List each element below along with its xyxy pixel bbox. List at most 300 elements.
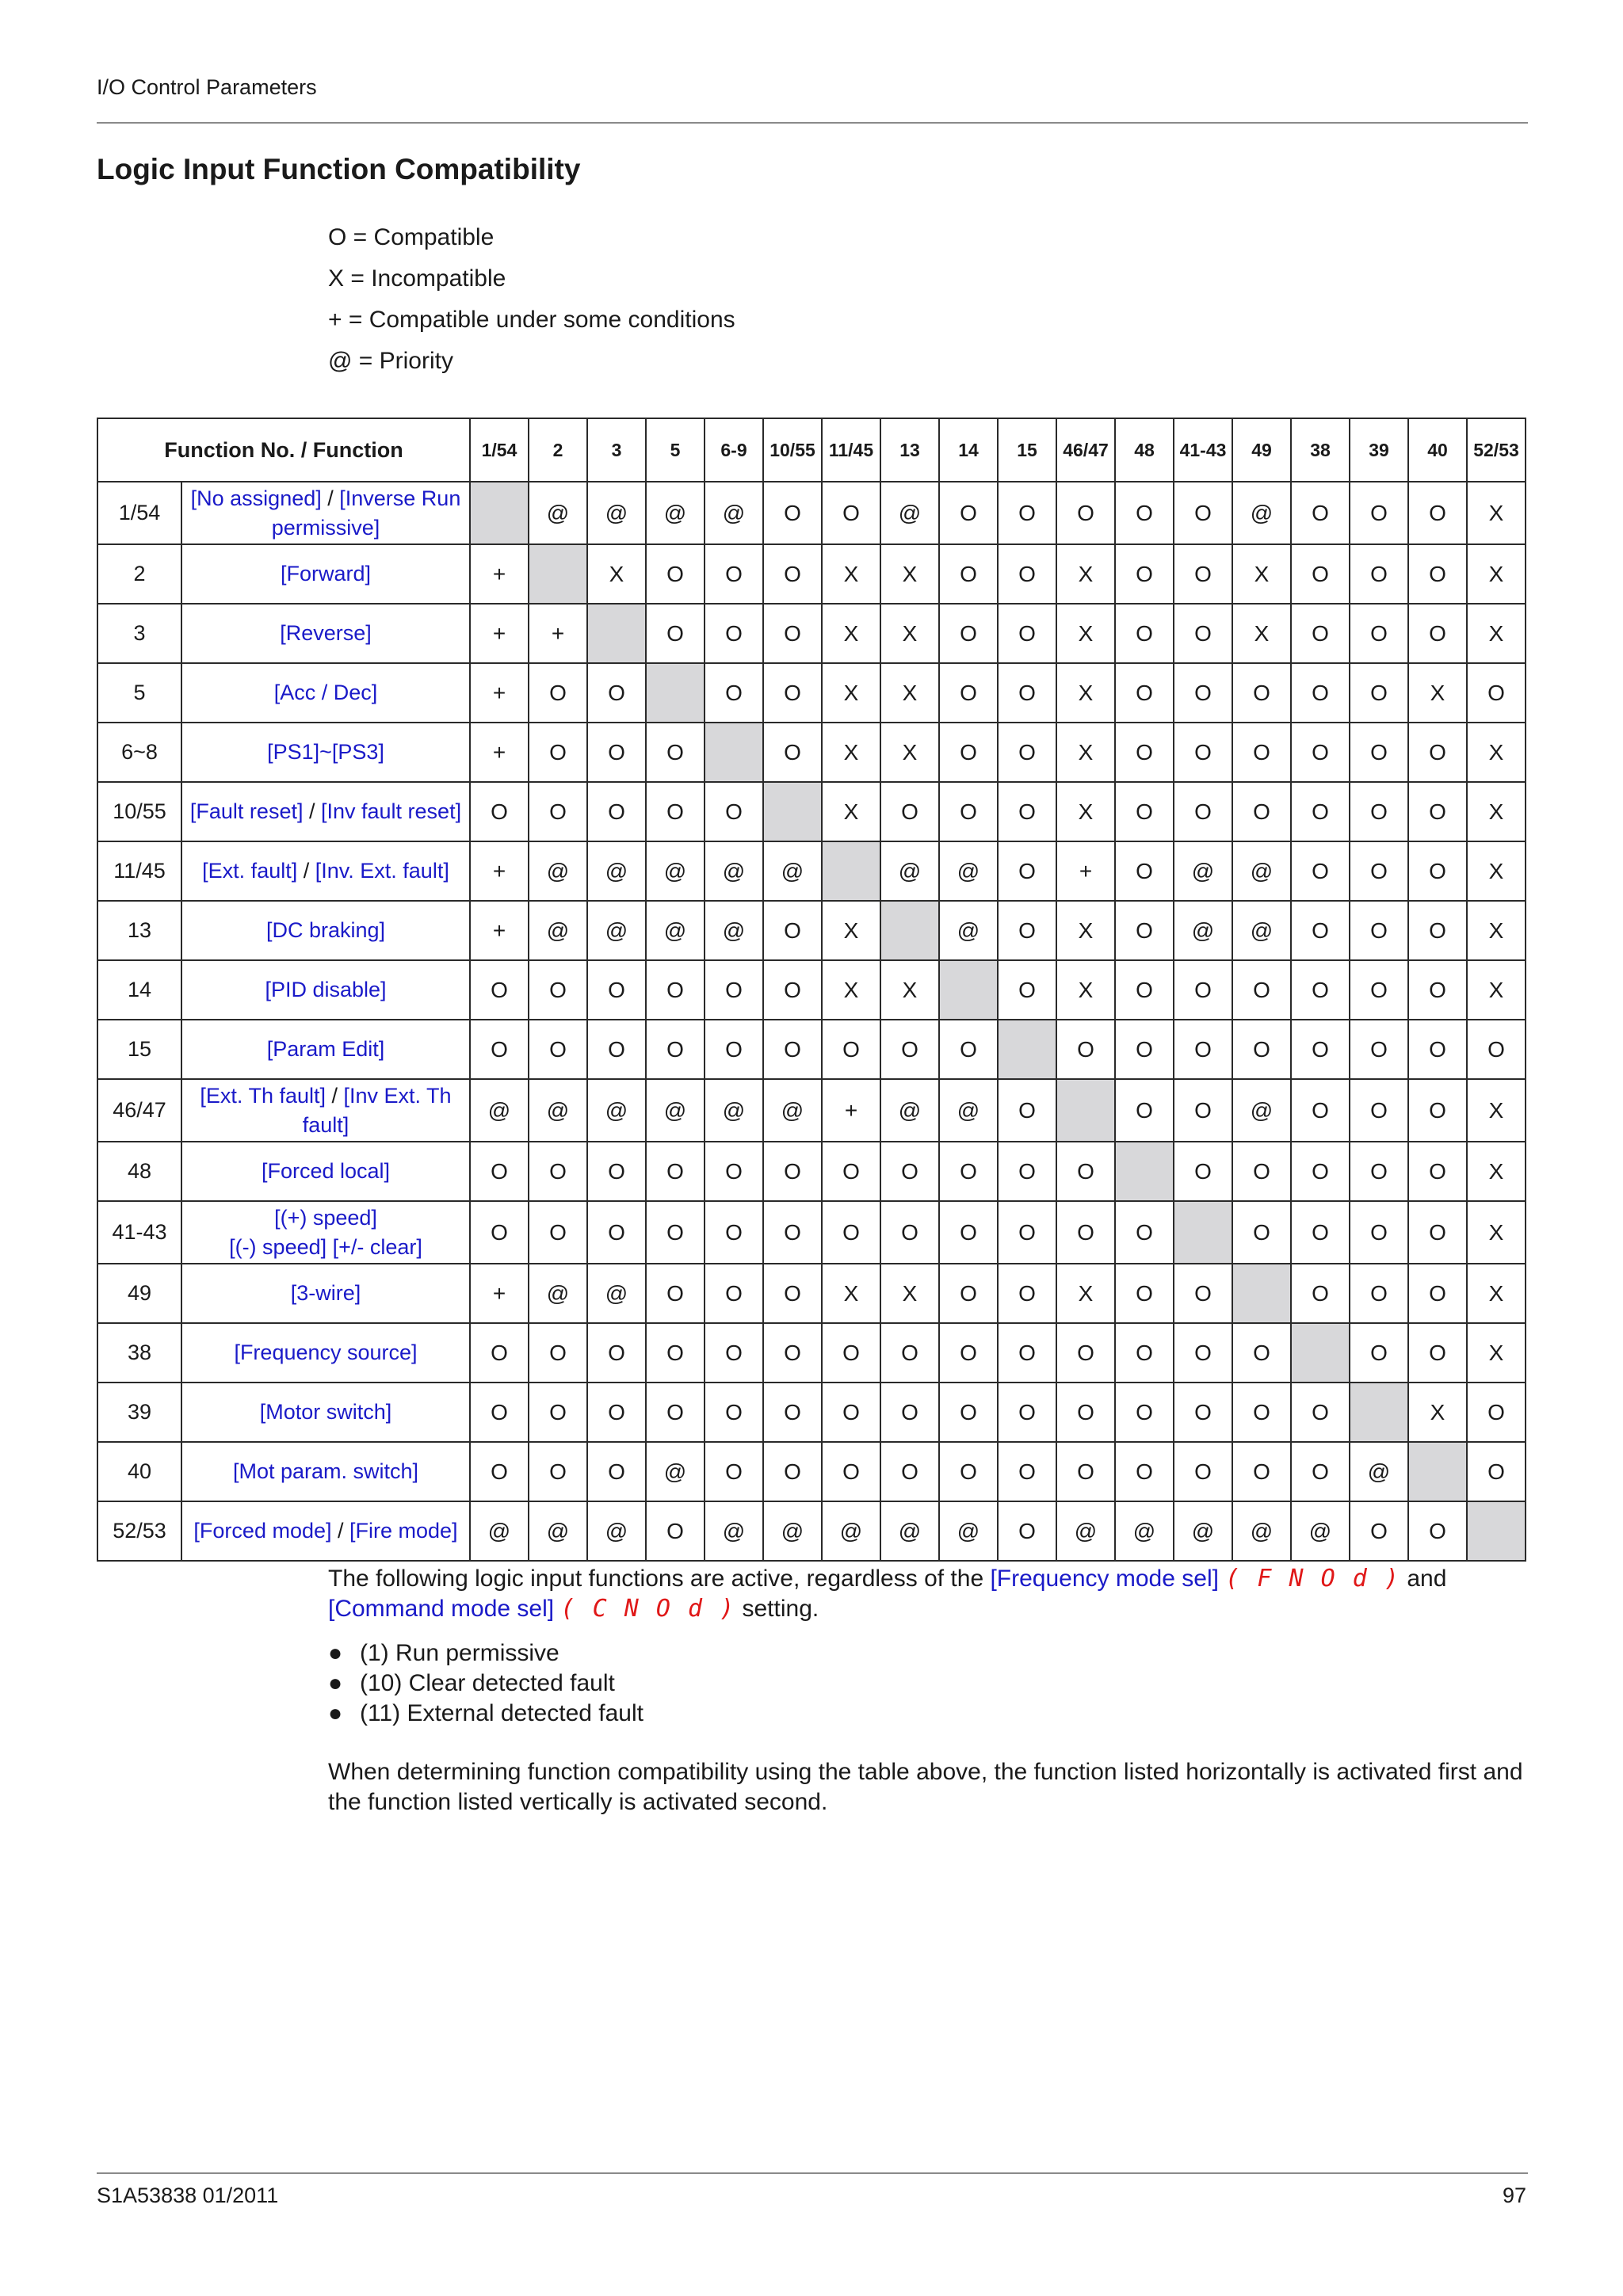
compat-cell: @ bbox=[1350, 1442, 1408, 1501]
compat-cell: O bbox=[1115, 1383, 1174, 1442]
compat-cell: @ bbox=[1232, 482, 1291, 544]
column-header-52/53: 52/53 bbox=[1467, 418, 1526, 482]
running-header: I/O Control Parameters bbox=[97, 75, 317, 99]
compat-cell: O bbox=[880, 782, 939, 841]
compat-cell: O bbox=[939, 1383, 998, 1442]
compat-cell: O bbox=[646, 604, 705, 663]
compat-cell: O bbox=[705, 1383, 763, 1442]
compat-cell: O bbox=[646, 1501, 705, 1561]
column-header-6-9: 6-9 bbox=[705, 418, 763, 482]
table-row bbox=[97, 1323, 1526, 1383]
function-link[interactable]: [(+) speed] bbox=[274, 1205, 377, 1230]
compat-cell: O bbox=[939, 663, 998, 723]
compat-cell: O bbox=[1174, 1442, 1232, 1501]
table-row bbox=[97, 1501, 1526, 1561]
compat-cell: O bbox=[1056, 482, 1115, 544]
table-row bbox=[97, 1383, 1526, 1442]
legend-item-compatible: O = Compatible bbox=[328, 224, 495, 250]
compat-cell: @ bbox=[939, 1501, 998, 1561]
diagonal-cell bbox=[1115, 1142, 1174, 1201]
compat-cell: O bbox=[529, 960, 587, 1020]
compat-cell: O bbox=[1350, 1020, 1408, 1079]
compat-cell: @ bbox=[529, 1264, 587, 1323]
diagonal-cell bbox=[939, 960, 998, 1020]
compat-cell: + bbox=[470, 723, 529, 782]
function-link[interactable]: [Acc / Dec] bbox=[273, 681, 378, 704]
function-link[interactable]: [Forced mode] bbox=[193, 1519, 332, 1543]
list-item-text: (10) Clear detected fault bbox=[360, 1670, 615, 1696]
compat-cell: @ bbox=[587, 1079, 646, 1142]
compat-cell: O bbox=[1115, 663, 1174, 723]
compat-cell: O bbox=[470, 782, 529, 841]
compat-cell: X bbox=[1056, 782, 1115, 841]
compat-cell: X bbox=[880, 604, 939, 663]
compat-cell: X bbox=[1056, 604, 1115, 663]
compat-cell: @ bbox=[1291, 1501, 1350, 1561]
function-link[interactable]: [DC braking] bbox=[265, 918, 386, 942]
function-link[interactable]: [3-wire] bbox=[290, 1281, 361, 1305]
function-link[interactable]: [Inv. Ext. fault] bbox=[315, 859, 449, 883]
function-link[interactable]: [Frequency source] bbox=[234, 1341, 418, 1364]
compat-cell: O bbox=[939, 1264, 998, 1323]
function-name bbox=[181, 1442, 470, 1501]
column-header-15: 15 bbox=[998, 418, 1056, 482]
compat-cell: X bbox=[822, 604, 880, 663]
table-row bbox=[97, 1142, 1526, 1201]
note-paragraph-2: When determining function compatibility using the table above, the function listed horizontally is activated first and the function listed vertically is activated second. bbox=[328, 1759, 1523, 1815]
fmod-code: ( F N O d ) bbox=[1225, 1565, 1400, 1592]
function-name bbox=[181, 782, 470, 841]
compat-cell: O bbox=[880, 1020, 939, 1079]
function-link[interactable]: [PID disable] bbox=[265, 978, 387, 1001]
compat-cell: X bbox=[1467, 1079, 1526, 1142]
compat-cell: O bbox=[763, 1264, 822, 1323]
table-row bbox=[97, 604, 1526, 663]
compat-cell: O bbox=[1291, 960, 1350, 1020]
compat-cell: O bbox=[470, 1142, 529, 1201]
compat-cell: @ bbox=[646, 1079, 705, 1142]
compat-cell: O bbox=[1408, 604, 1467, 663]
function-name bbox=[181, 1383, 470, 1442]
compat-cell: O bbox=[529, 782, 587, 841]
compat-cell: O bbox=[1408, 841, 1467, 901]
compat-cell: X bbox=[1056, 723, 1115, 782]
compat-cell: O bbox=[1232, 782, 1291, 841]
compat-cell: @ bbox=[939, 901, 998, 960]
function-name bbox=[181, 544, 470, 604]
diagonal-cell bbox=[1467, 1501, 1526, 1561]
compat-cell: O bbox=[1056, 1020, 1115, 1079]
compat-cell: O bbox=[587, 723, 646, 782]
compat-cell: X bbox=[1467, 901, 1526, 960]
compat-cell: O bbox=[939, 1201, 998, 1264]
compat-cell: O bbox=[1291, 604, 1350, 663]
function-link[interactable]: [(-) speed] [+/- clear] bbox=[229, 1234, 422, 1259]
compat-cell: O bbox=[705, 663, 763, 723]
compat-cell: O bbox=[1408, 1142, 1467, 1201]
compat-cell: O bbox=[1350, 782, 1408, 841]
table-row bbox=[97, 1020, 1526, 1079]
compat-cell: O bbox=[1232, 1201, 1291, 1264]
compat-cell: O bbox=[529, 663, 587, 723]
compat-cell: @ bbox=[646, 1442, 705, 1501]
compat-cell: O bbox=[705, 1142, 763, 1201]
compat-cell: O bbox=[705, 604, 763, 663]
compat-cell: O bbox=[587, 1323, 646, 1383]
function-name bbox=[181, 1264, 470, 1323]
compat-cell: O bbox=[1467, 1020, 1526, 1079]
compat-cell: O bbox=[998, 604, 1056, 663]
compat-cell: O bbox=[763, 1383, 822, 1442]
compat-cell: O bbox=[1350, 1323, 1408, 1383]
function-number: 49 bbox=[97, 1264, 181, 1323]
compat-cell: O bbox=[529, 1142, 587, 1201]
diagonal-cell bbox=[880, 901, 939, 960]
compat-cell: O bbox=[998, 663, 1056, 723]
legend-item-incompatible: X = Incompatible bbox=[328, 265, 506, 292]
compat-cell: O bbox=[1408, 1020, 1467, 1079]
function-link[interactable]: [No assigned] bbox=[190, 486, 322, 510]
compat-cell: O bbox=[939, 782, 998, 841]
compat-cell: O bbox=[998, 1383, 1056, 1442]
function-number: 6~8 bbox=[97, 723, 181, 782]
list-item bbox=[328, 1638, 643, 1669]
compat-cell: @ bbox=[1174, 901, 1232, 960]
column-header-1/54: 1/54 bbox=[470, 418, 529, 482]
compat-cell: @ bbox=[880, 482, 939, 544]
compat-cell: O bbox=[1291, 782, 1350, 841]
compat-cell: O bbox=[1350, 1201, 1408, 1264]
legend bbox=[328, 217, 735, 382]
compat-cell: + bbox=[470, 604, 529, 663]
function-name bbox=[181, 723, 470, 782]
compat-cell: O bbox=[646, 1201, 705, 1264]
compat-cell: @ bbox=[1174, 841, 1232, 901]
column-header-40: 40 bbox=[1408, 418, 1467, 482]
compat-cell: + bbox=[470, 901, 529, 960]
compat-cell: O bbox=[529, 1442, 587, 1501]
compat-cell: O bbox=[998, 1201, 1056, 1264]
compat-cell: O bbox=[763, 1020, 822, 1079]
function-link[interactable]: [Reverse] bbox=[280, 621, 372, 645]
function-number: 40 bbox=[97, 1442, 181, 1501]
compat-cell: @ bbox=[822, 1501, 880, 1561]
bullet-icon: ● bbox=[328, 1700, 343, 1726]
function-link[interactable]: [Inv Ext. Th fault] bbox=[302, 1083, 452, 1137]
compat-cell: O bbox=[998, 544, 1056, 604]
function-link[interactable]: [PS1]~[PS3] bbox=[267, 740, 384, 764]
column-header-13: 13 bbox=[880, 418, 939, 482]
compat-cell: O bbox=[763, 604, 822, 663]
compat-cell: O bbox=[763, 482, 822, 544]
compat-cell: X bbox=[1056, 960, 1115, 1020]
column-header-38: 38 bbox=[1291, 418, 1350, 482]
function-name bbox=[181, 1142, 470, 1201]
function-name bbox=[181, 1201, 470, 1264]
compat-cell: O bbox=[470, 1201, 529, 1264]
compat-cell: X bbox=[880, 1264, 939, 1323]
compat-cell: O bbox=[1174, 604, 1232, 663]
compat-cell: O bbox=[1174, 544, 1232, 604]
function-number: 3 bbox=[97, 604, 181, 663]
compat-cell: X bbox=[822, 901, 880, 960]
diagonal-cell bbox=[763, 782, 822, 841]
compat-cell: O bbox=[822, 1020, 880, 1079]
compat-cell: O bbox=[646, 1323, 705, 1383]
compat-cell: O bbox=[939, 604, 998, 663]
compat-cell: O bbox=[1232, 1020, 1291, 1079]
function-link[interactable]: [Forward] bbox=[280, 562, 372, 585]
compat-cell: @ bbox=[705, 1501, 763, 1561]
frequency-mode-sel-link[interactable]: [Frequency mode sel] bbox=[990, 1566, 1219, 1592]
function-number: 39 bbox=[97, 1383, 181, 1442]
compat-cell: O bbox=[1291, 1020, 1350, 1079]
compat-cell: X bbox=[822, 1264, 880, 1323]
diagonal-cell bbox=[1174, 1201, 1232, 1264]
compat-cell: O bbox=[822, 1383, 880, 1442]
compat-cell: O bbox=[1467, 1383, 1526, 1442]
compat-cell: O bbox=[1291, 1383, 1350, 1442]
compat-cell: O bbox=[646, 1142, 705, 1201]
compat-cell: O bbox=[1350, 604, 1408, 663]
compat-cell: X bbox=[880, 960, 939, 1020]
compat-cell: O bbox=[1174, 1142, 1232, 1201]
function-number: 13 bbox=[97, 901, 181, 960]
function-link[interactable]: [Motor switch] bbox=[259, 1400, 392, 1424]
compat-cell: O bbox=[763, 663, 822, 723]
compat-cell: O bbox=[763, 1323, 822, 1383]
compat-cell: @ bbox=[529, 482, 587, 544]
compat-cell: X bbox=[1467, 960, 1526, 1020]
table-corner-header: Function No. / Function bbox=[97, 418, 470, 482]
function-link[interactable]: [Mot param. switch] bbox=[232, 1459, 419, 1483]
compat-cell: X bbox=[1056, 663, 1115, 723]
function-number: 10/55 bbox=[97, 782, 181, 841]
compat-cell: O bbox=[763, 960, 822, 1020]
diagonal-cell bbox=[646, 663, 705, 723]
compat-cell: X bbox=[1408, 663, 1467, 723]
compat-cell: @ bbox=[587, 1501, 646, 1561]
compat-cell: O bbox=[1115, 1201, 1174, 1264]
compat-cell: O bbox=[1408, 723, 1467, 782]
compat-cell: O bbox=[1174, 482, 1232, 544]
separator: / bbox=[331, 1519, 350, 1543]
compat-cell: O bbox=[998, 901, 1056, 960]
compat-cell: O bbox=[1350, 841, 1408, 901]
compat-cell: X bbox=[880, 723, 939, 782]
compat-cell: O bbox=[646, 723, 705, 782]
compat-cell: @ bbox=[587, 901, 646, 960]
compat-cell: O bbox=[998, 1264, 1056, 1323]
compat-cell: O bbox=[1350, 960, 1408, 1020]
compat-cell: O bbox=[1291, 841, 1350, 901]
compat-cell: O bbox=[1115, 1020, 1174, 1079]
bullet-icon: ● bbox=[328, 1640, 343, 1666]
compat-cell: O bbox=[1291, 1142, 1350, 1201]
function-number: 52/53 bbox=[97, 1501, 181, 1561]
list-item bbox=[328, 1669, 643, 1699]
compat-cell: @ bbox=[1232, 1501, 1291, 1561]
function-link[interactable]: [Inv fault reset] bbox=[320, 799, 462, 823]
compat-cell: @ bbox=[529, 1079, 587, 1142]
compat-cell: X bbox=[1467, 782, 1526, 841]
function-link[interactable]: [Param Edit] bbox=[266, 1037, 385, 1061]
function-name bbox=[181, 663, 470, 723]
command-mode-sel-link[interactable]: [Command mode sel] bbox=[328, 1596, 555, 1622]
function-link[interactable]: [Forced local] bbox=[261, 1159, 391, 1183]
diagonal-cell bbox=[822, 841, 880, 901]
compat-cell: @ bbox=[587, 1264, 646, 1323]
compat-cell: O bbox=[998, 1142, 1056, 1201]
compat-cell: @ bbox=[705, 482, 763, 544]
compat-cell: O bbox=[1291, 1201, 1350, 1264]
compat-cell: @ bbox=[529, 1501, 587, 1561]
function-link[interactable]: [Ext. Th fault] bbox=[200, 1083, 326, 1108]
compat-cell: O bbox=[1291, 723, 1350, 782]
compat-cell: O bbox=[1408, 1079, 1467, 1142]
compat-cell: O bbox=[763, 1201, 822, 1264]
compat-cell: @ bbox=[763, 841, 822, 901]
compat-cell: O bbox=[1232, 960, 1291, 1020]
compat-cell: O bbox=[1350, 1264, 1408, 1323]
function-link[interactable]: [Ext. fault] bbox=[202, 859, 298, 883]
compat-cell: O bbox=[1408, 1323, 1467, 1383]
compat-cell: X bbox=[822, 960, 880, 1020]
diagonal-cell bbox=[705, 723, 763, 782]
compat-cell: O bbox=[998, 841, 1056, 901]
compat-cell: X bbox=[1467, 841, 1526, 901]
function-link[interactable]: [Fault reset] bbox=[189, 799, 304, 823]
compat-cell: + bbox=[470, 663, 529, 723]
column-header-49: 49 bbox=[1232, 418, 1291, 482]
function-number: 48 bbox=[97, 1142, 181, 1201]
compat-cell: O bbox=[1232, 1142, 1291, 1201]
compat-cell: @ bbox=[470, 1079, 529, 1142]
compat-cell: O bbox=[998, 960, 1056, 1020]
compat-cell: @ bbox=[470, 1501, 529, 1561]
compat-cell: O bbox=[1115, 782, 1174, 841]
compat-cell: O bbox=[1350, 482, 1408, 544]
compat-cell: O bbox=[529, 1323, 587, 1383]
compat-cell: O bbox=[1350, 1142, 1408, 1201]
compat-cell: X bbox=[1467, 723, 1526, 782]
list-item-text: (11) External detected fault bbox=[360, 1700, 643, 1726]
compat-cell: O bbox=[587, 1201, 646, 1264]
compat-cell: O bbox=[1291, 1079, 1350, 1142]
compat-cell: O bbox=[1408, 1501, 1467, 1561]
footer-doc-id: S1A53838 01/2011 bbox=[97, 2183, 279, 2207]
compat-cell: O bbox=[587, 1020, 646, 1079]
table-row bbox=[97, 960, 1526, 1020]
header-rule bbox=[97, 122, 1528, 124]
compat-cell: O bbox=[705, 1323, 763, 1383]
compat-cell: O bbox=[1350, 901, 1408, 960]
compat-cell: @ bbox=[1056, 1501, 1115, 1561]
function-link[interactable]: [Inverse Run permissive] bbox=[271, 486, 461, 540]
compatibility-table bbox=[97, 418, 1526, 1562]
compat-cell: @ bbox=[587, 482, 646, 544]
compat-cell: O bbox=[646, 1383, 705, 1442]
compat-cell: O bbox=[646, 1264, 705, 1323]
compat-cell: + bbox=[470, 1264, 529, 1323]
compat-cell: @ bbox=[763, 1079, 822, 1142]
compat-cell: O bbox=[1232, 1383, 1291, 1442]
function-number: 5 bbox=[97, 663, 181, 723]
function-number: 41-43 bbox=[97, 1201, 181, 1264]
compat-cell: X bbox=[1232, 604, 1291, 663]
compat-cell: @ bbox=[939, 841, 998, 901]
table-header-row bbox=[97, 418, 1526, 482]
compat-cell: O bbox=[587, 1383, 646, 1442]
compat-cell: O bbox=[1115, 723, 1174, 782]
compat-cell: @ bbox=[529, 841, 587, 901]
function-number: 15 bbox=[97, 1020, 181, 1079]
compat-cell: X bbox=[1467, 1201, 1526, 1264]
legend-item-conditional: + = Compatible under some conditions bbox=[328, 307, 735, 333]
compat-cell: O bbox=[529, 1020, 587, 1079]
compat-cell: O bbox=[822, 1442, 880, 1501]
compat-cell: @ bbox=[646, 841, 705, 901]
compat-cell: + bbox=[1056, 841, 1115, 901]
compat-cell: X bbox=[1056, 544, 1115, 604]
column-header-48: 48 bbox=[1115, 418, 1174, 482]
compat-cell: O bbox=[880, 1323, 939, 1383]
compat-cell: O bbox=[470, 1383, 529, 1442]
compat-cell: O bbox=[822, 1323, 880, 1383]
compat-cell: O bbox=[998, 482, 1056, 544]
compat-cell: O bbox=[1174, 960, 1232, 1020]
table-row bbox=[97, 1264, 1526, 1323]
compat-cell: O bbox=[1467, 663, 1526, 723]
page-title: Logic Input Function Compatibility bbox=[97, 153, 581, 185]
compat-cell: O bbox=[763, 723, 822, 782]
column-header-46/47: 46/47 bbox=[1056, 418, 1115, 482]
compat-cell: @ bbox=[587, 841, 646, 901]
separator: / bbox=[303, 799, 321, 823]
compat-cell: O bbox=[1174, 723, 1232, 782]
compat-cell: O bbox=[705, 544, 763, 604]
compat-cell: O bbox=[1408, 482, 1467, 544]
table-row bbox=[97, 1079, 1526, 1142]
compat-cell: O bbox=[880, 1442, 939, 1501]
function-number: 38 bbox=[97, 1323, 181, 1383]
compat-cell: O bbox=[1408, 782, 1467, 841]
compat-cell: O bbox=[1291, 1442, 1350, 1501]
compat-cell: @ bbox=[1232, 841, 1291, 901]
compat-cell: @ bbox=[880, 1501, 939, 1561]
compat-cell: O bbox=[1291, 901, 1350, 960]
compat-cell: X bbox=[822, 663, 880, 723]
function-link[interactable]: [Fire mode] bbox=[349, 1519, 458, 1543]
compat-cell: O bbox=[998, 1323, 1056, 1383]
compat-cell: @ bbox=[763, 1501, 822, 1561]
note-and: and bbox=[1400, 1566, 1447, 1592]
compat-cell: O bbox=[470, 960, 529, 1020]
compat-cell: O bbox=[1408, 901, 1467, 960]
compat-cell: X bbox=[1467, 1323, 1526, 1383]
compat-cell: O bbox=[998, 1501, 1056, 1561]
compat-cell: O bbox=[998, 782, 1056, 841]
compat-cell: O bbox=[763, 1442, 822, 1501]
compat-cell: O bbox=[1232, 1442, 1291, 1501]
diagonal-cell bbox=[1291, 1323, 1350, 1383]
compat-cell: O bbox=[822, 1142, 880, 1201]
compat-cell: O bbox=[1056, 1201, 1115, 1264]
compat-cell: O bbox=[1174, 1020, 1232, 1079]
compat-cell: O bbox=[587, 782, 646, 841]
bullet-list bbox=[328, 1638, 643, 1729]
compat-cell: X bbox=[822, 544, 880, 604]
